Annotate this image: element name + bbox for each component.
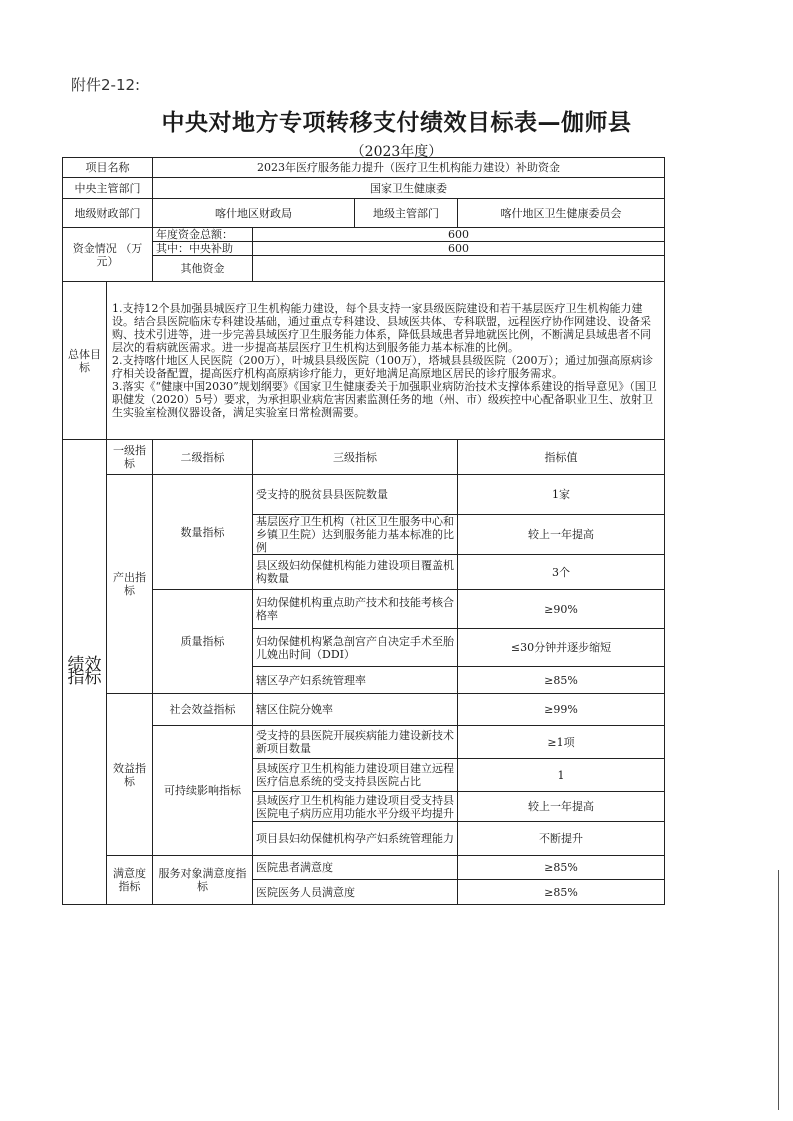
local-finance-value: 喀什地区财政局 <box>153 199 355 228</box>
project-name-label: 项目名称 <box>63 158 153 178</box>
header-value: 指标值 <box>458 440 665 475</box>
indicator-value: ≥1项 <box>458 726 665 759</box>
central-dept-value: 国家卫生健康委 <box>153 178 665 199</box>
other-funding-label: 其他资金 <box>153 256 253 282</box>
indicator-name: 县区级妇幼保健机构能力建设项目覆盖机构数量 <box>253 555 458 590</box>
overall-goal-item-3: 3.落实《“健康中国2030”规划纲要》《国家卫生健康委关于加强职业病防治技术支撑体系建设的指导意见》（国卫职健发（2020）5号）要求，为承担职业病危害因素监测任务的地（州、市）级疾控中心配备职业卫生、放射卫生实验室检测仪器设备，满足实验室日常检测需要。 <box>112 380 657 419</box>
overall-goal-item-1: 1.支持12个县加强县城医疗卫生机构能力建设，每个县支持一家县级医院建设和若干基层医疗卫生机构能力建设。结合县医院临床专科建设基础，通过重点专科建设、县域医共体、专科联盟，远程医疗协作网建设、设备采购、技术引进等，进一步完善县域医疗卫生服务能力体系，降低县域患者异地就医比例，不断满足县域患者不同层次的看病就医需求。进一步提高基层医疗卫生机构达到服务能力基本标准的比例。 <box>112 302 651 354</box>
indicator-name: 医院患者满意度 <box>253 856 458 880</box>
indicator-name: 妇幼保健机构重点助产技术和技能考核合格率 <box>253 590 458 629</box>
quality-indicators-label: 质量指标 <box>153 590 253 694</box>
funding-label: 资金情况 （万元） <box>63 228 153 282</box>
indicator-value: ≥85% <box>458 667 665 694</box>
sustainable-impact-label: 可持续影响指标 <box>153 726 253 856</box>
overall-goal-text <box>107 282 665 440</box>
benefit-indicators-label: 效益指标 <box>107 694 153 856</box>
header-level3: 三级指标 <box>253 440 458 475</box>
service-satisfaction-label: 服务对象满意度指标 <box>153 856 253 905</box>
indicator-value: 3个 <box>458 555 665 590</box>
header-level1: 一级指标 <box>107 440 153 475</box>
document-year: （2023年度） <box>350 144 443 160</box>
satisfaction-indicators-label: 满意度指标 <box>107 856 153 905</box>
indicator-value: 较上一年提高 <box>458 792 665 822</box>
indicator-value: ≥99% <box>458 694 665 726</box>
indicator-name: 项目县妇幼保健机构孕产妇系统管理能力 <box>253 822 458 856</box>
scan-edge-line <box>778 870 779 1110</box>
indicator-value: ≥85% <box>458 880 665 905</box>
indicator-name: 辖区孕产妇系统管理率 <box>253 667 458 694</box>
annual-funding-label: 年度资金总额： <box>153 228 253 242</box>
local-dept-value: 喀什地区卫生健康委员会 <box>458 199 665 228</box>
header-level2: 二级指标 <box>153 440 253 475</box>
performance-goal-table <box>62 157 665 905</box>
indicator-value: ≥90% <box>458 590 665 629</box>
indicator-name: 基层医疗卫生机构（社区卫生服务中心和乡镇卫生院）达到服务能力基本标准的比例 <box>256 515 454 554</box>
quantity-indicators-label: 数量指标 <box>153 475 253 590</box>
indicator-value: 1家 <box>458 475 665 515</box>
output-indicators-label: 产出指标 <box>107 475 153 694</box>
performance-indicators-label: 绩效指标 <box>63 440 107 905</box>
indicator-name-cell <box>253 515 458 555</box>
social-benefit-label: 社会效益指标 <box>153 694 253 726</box>
indicator-name-cell <box>253 792 458 822</box>
central-funding-value: 600 <box>253 242 665 256</box>
other-funding-value <box>253 256 665 282</box>
indicator-name: 受支持的县医院开展疾病能力建设新技术新项目数量 <box>253 726 458 759</box>
indicator-value: 较上一年提高 <box>458 515 665 555</box>
indicator-name: 县域医疗卫生机构能力建设项目建立远程医疗信息系统的受支持县医院占比 <box>253 759 458 792</box>
local-finance-label: 地级财政部门 <box>63 199 153 228</box>
project-name-value: 2023年医疗服务能力提升（医疗卫生机构能力建设）补助资金 <box>153 158 665 178</box>
local-dept-label: 地级主管部门 <box>355 199 458 228</box>
annex-label: 附件2-12: <box>71 76 141 94</box>
indicator-name: 辖区住院分娩率 <box>253 694 458 726</box>
central-dept-label: 中央主管部门 <box>63 178 153 199</box>
indicator-value: ≤30分钟并逐步缩短 <box>458 629 665 667</box>
overall-goal-item-2: 2.支持喀什地区人民医院（200万），叶城县县级医院（100万），塔城县县级医院（200万）；通过加强高原病诊疗相关设备配置，提高医疗机构高原病诊疗能力，更好地满足高原地区居民的诊疗服务需求。 <box>112 354 653 380</box>
indicator-name: 医院医务人员满意度 <box>253 880 458 905</box>
document-title: 中央对地方专项转移支付绩效目标表—伽师县 <box>161 110 632 136</box>
central-funding-label: 其中：中央补助 <box>153 242 253 256</box>
indicator-value: 1 <box>458 759 665 792</box>
indicator-name: 县域医疗卫生机构能力建设项目受支持县医院电子病历应用功能水平分级平均提升 <box>256 793 454 820</box>
annual-funding-value: 600 <box>253 228 665 242</box>
overall-goal-label: 总体目标 <box>63 282 107 440</box>
indicator-value: ≥85% <box>458 856 665 880</box>
indicator-name: 妇幼保健机构紧急剖宫产自决定手术至胎儿娩出时间（DDI） <box>253 629 458 667</box>
indicator-value: 不断提升 <box>458 822 665 856</box>
indicator-name: 受支持的脱贫县县医院数量 <box>253 475 458 515</box>
